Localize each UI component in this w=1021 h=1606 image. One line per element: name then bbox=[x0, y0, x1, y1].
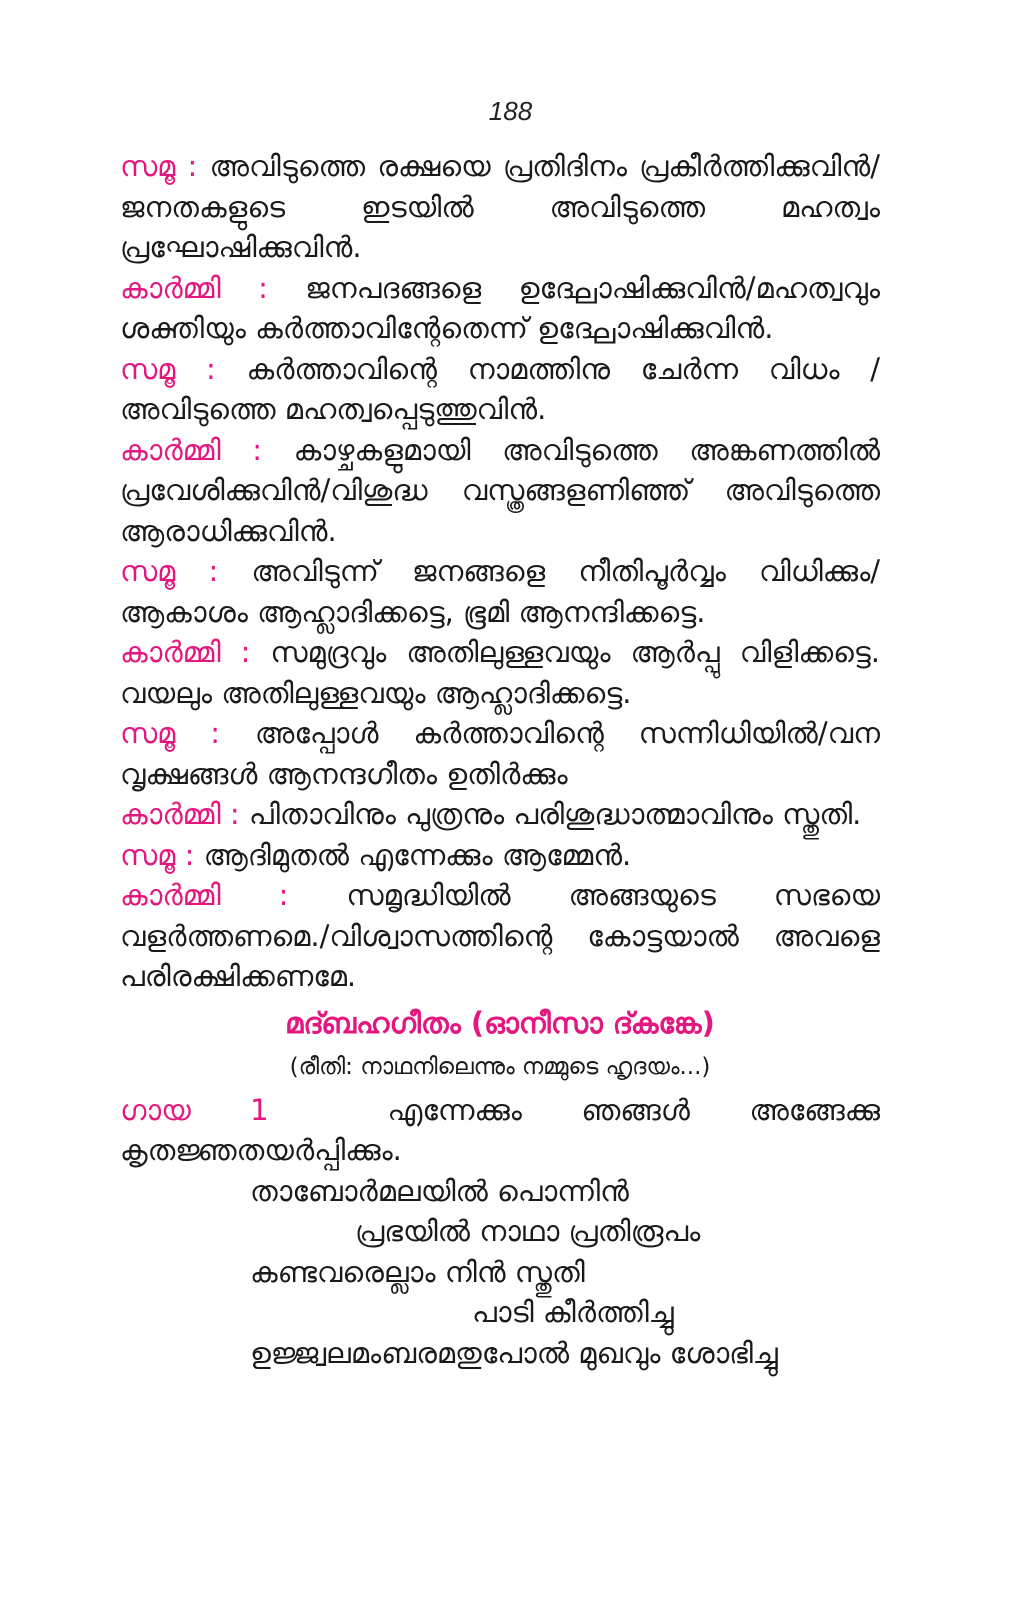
refrain-text: എന്നേക്കും ഞങ്ങൾ അങ്ങേക്കു കൃതജ്ഞതയർപ്പിക്കും. bbox=[120, 1092, 881, 1167]
speaker-label: കാർമ്മി : bbox=[120, 270, 268, 305]
hymn-refrain bbox=[120, 1090, 880, 1171]
dialogue-text: അപ്പോൾ കർത്താവിന്റെ സന്നിധിയിൽ/വന വൃക്ഷങ്ങൾ ആനന്ദഗീതം ഉതിർക്കും bbox=[120, 716, 880, 791]
dialogue-paragraph bbox=[120, 349, 880, 430]
speaker-label: സമൂ : bbox=[120, 149, 198, 183]
dialogue-paragraph bbox=[120, 875, 880, 997]
dialogue-paragraph bbox=[120, 430, 880, 552]
dialogue-text: പിതാവിനും പുത്രനും പരിശുദ്ധാത്മാവിനും സ്തുതി. bbox=[248, 797, 862, 831]
dialogue-paragraph bbox=[120, 794, 880, 835]
document-body bbox=[120, 146, 880, 1373]
verse-line: പ്രഭയിൽ നാഥാ പ്രതിരൂപം bbox=[355, 1214, 701, 1248]
verse-line: കണ്ടവരെല്ലാം നിൻ സ്തുതി bbox=[250, 1254, 585, 1289]
verse-line: ഉജ്ജ്വലമംബരമതുപോൽ മുഖവും ശോഭിച്ചു bbox=[250, 1335, 778, 1370]
dialogue-paragraph bbox=[120, 268, 880, 349]
speaker-label: കാർമ്മി : bbox=[120, 432, 262, 467]
dialogue-text: കാഴ്ചകളുമായി അവിടുത്തെ അങ്കണത്തിൽ പ്രവേശിക്കുവിൻ/വിശുദ്ധ വസ്ത്രങ്ങളണിഞ്ഞ് അവിടുത്തെ ആരാധിക്കുവിൻ. bbox=[120, 432, 880, 548]
speaker-label: കാർമ്മി : bbox=[120, 635, 251, 669]
dialogue-text: സമൃദ്ധിയിൽ അങ്ങയുടെ സഭയെ വളർത്തണമെ./വിശ്വാസത്തിന്റെ കോട്ടയാൽ അവളെ പരിരക്ഷിക്കണമേ. bbox=[120, 878, 880, 993]
speaker-label: കാർമ്മി : bbox=[120, 797, 240, 831]
verse-line: താബോർമലയിൽ പൊന്നിൻ bbox=[250, 1173, 629, 1208]
verse-line: പാടി കീർത്തിച്ചു bbox=[472, 1295, 674, 1329]
dialogue-text: അവിടുത്തെ രക്ഷയെ പ്രതിദിനം പ്രകീർത്തിക്കുവിൻ/ ജനതകളുടെ ഇടയിൽ അവിടുത്തെ മഹത്വം പ്രഘോഷിക്കുവിൻ. bbox=[120, 149, 880, 264]
speaker-label: സമൂ : bbox=[120, 837, 195, 872]
dialogue-text: കർത്താവിന്റെ നാമത്തിനു ചേർന്ന വിധം / അവിടുത്തെ മഹത്വപ്പെടുത്തുവിൻ. bbox=[120, 351, 880, 426]
dialogue-paragraph bbox=[120, 146, 880, 268]
speaker-label: കാർമ്മി : bbox=[120, 878, 289, 912]
hymn-title: മദ്ബഹഗീതം (ഓനീസാ ദ്കങ്കേ) bbox=[285, 1005, 715, 1040]
speaker-label: സമൂ : bbox=[120, 554, 219, 588]
dialogue-paragraph bbox=[120, 551, 880, 632]
dialogue-text: സമുദ്രവും അതിലുള്ളവയും ആർപ്പു വിളിക്കട്ടെ. വയലും അതിലുള്ളവയും ആഹ്ലാദിക്കട്ടെ. bbox=[120, 635, 880, 710]
dialogue-text: ആദിമുതൽ എന്നേക്കും ആമ്മേൻ. bbox=[203, 837, 632, 872]
dialogue-text: ജനപദങ്ങളെ ഉദ്ഘോഷിക്കുവിൻ/മഹത്വവും ശക്തിയും കർത്താവിന്റേതെന്ന് ഉദ്ഘോഷിക്കുവിൻ. bbox=[120, 270, 880, 345]
page-number: 188 bbox=[488, 96, 533, 126]
dialogue-paragraph bbox=[120, 713, 880, 794]
stanza-label: ഗായ 1 bbox=[120, 1092, 269, 1127]
dialogue-paragraph bbox=[120, 835, 880, 876]
dialogue-text: അവിടുന്ന് ജനങ്ങളെ നീതിപൂർവ്വം വിധിക്കും/ ആകാശം ആഹ്ലാദിക്കട്ടെ, ഭൂമി ആനന്ദിക്കട്ടെ. bbox=[120, 554, 880, 629]
dialogue-paragraph bbox=[120, 632, 880, 713]
hymn-tune: (രീതി: നാഥനിലെന്നും നമ്മുടെ ഹൃദയം...) bbox=[289, 1054, 711, 1080]
speaker-label: സമൂ : bbox=[120, 716, 221, 750]
speaker-label: സമൂ : bbox=[120, 351, 216, 386]
